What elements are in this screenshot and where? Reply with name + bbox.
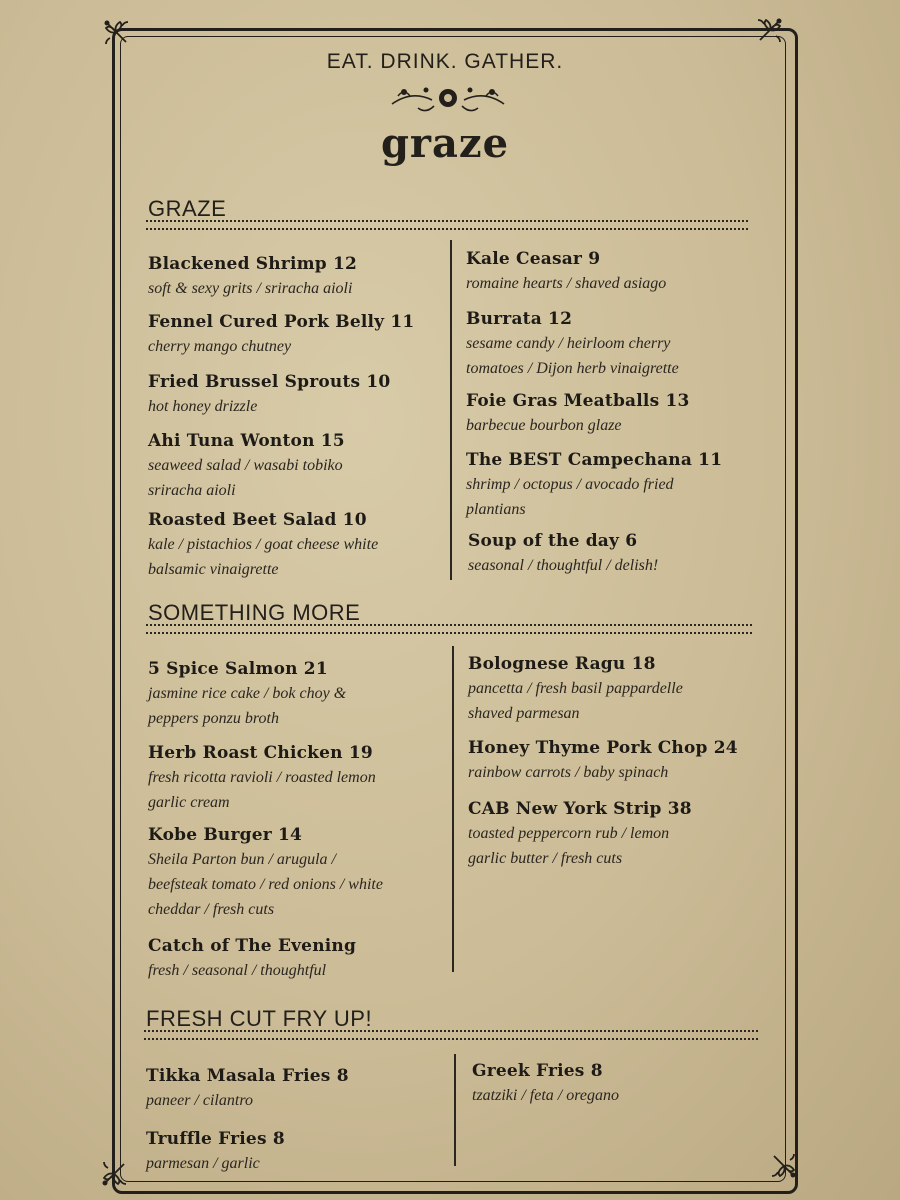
menu-item	[148, 310, 438, 359]
item-name: Kobe Burger 14	[148, 825, 303, 845]
item-description: cherry mango chutney	[148, 338, 292, 355]
menu-item	[472, 1059, 762, 1108]
item-description: kale / pistachios / goat cheese white balsamic vinaigrette	[148, 536, 379, 578]
item-description: sesame candy / heirloom cherry tomatoes / Dijon herb vinaigrette	[466, 335, 679, 377]
item-name: Bolognese Ragu 18	[468, 654, 656, 674]
item-description: jasmine rice cake / bok choy & peppers ponzu broth	[148, 685, 347, 727]
menu-item	[468, 797, 708, 871]
item-description: hot honey drizzle	[148, 398, 258, 415]
item-description: tzatziki / feta / oregano	[472, 1087, 619, 1104]
floral-corner-icon	[102, 18, 130, 46]
item-name: The BEST Campechana 11	[466, 450, 723, 470]
item-description: paneer / cilantro	[146, 1092, 253, 1109]
section-title-graze: GRAZE	[148, 196, 227, 221]
item-name: Foie Gras Meatballs 13	[466, 391, 690, 411]
item-name: Blackened Shrimp 12	[148, 254, 358, 274]
item-name: Roasted Beet Salad 10	[148, 510, 367, 530]
floral-ornament-icon	[388, 82, 508, 118]
item-name: 5 Spice Salmon 21	[148, 659, 328, 679]
item-name: Herb Roast Chicken 19	[148, 743, 373, 763]
item-name: Tikka Masala Fries 8	[146, 1066, 349, 1086]
menu-item	[148, 657, 398, 731]
item-description: shrimp / octopus / avocado fried plantians	[466, 476, 674, 518]
item-description: pancetta / fresh basil pappardelle shaved parmesan	[468, 680, 683, 722]
column-divider	[452, 646, 454, 972]
menu-item	[148, 252, 438, 301]
item-name: Kale Ceasar 9	[466, 249, 601, 269]
item-name: Ahi Tuna Wonton 15	[148, 431, 345, 451]
item-name: Burrata 12	[466, 309, 573, 329]
menu-item	[466, 247, 756, 296]
menu-item	[146, 1064, 436, 1113]
menu-item	[148, 934, 438, 983]
item-name: Fennel Cured Pork Belly 11	[148, 312, 415, 332]
menu-item	[148, 823, 398, 922]
item-name: Honey Thyme Pork Chop 24	[468, 738, 738, 758]
menu-item	[468, 736, 758, 785]
item-description: toasted peppercorn rub / lemon garlic butter / fresh cuts	[468, 825, 670, 867]
menu-item	[468, 652, 728, 726]
item-name: Soup of the day 6	[468, 531, 638, 551]
section-divider	[146, 220, 748, 230]
item-name: Greek Fries 8	[472, 1061, 603, 1081]
menu-item	[466, 448, 723, 522]
column-divider	[454, 1054, 456, 1166]
menu-item	[148, 429, 398, 503]
section-divider	[144, 1030, 758, 1040]
item-description: romaine hearts / shaved asiago	[466, 275, 667, 292]
menu-item	[148, 741, 378, 815]
item-description: parmesan / garlic	[146, 1155, 260, 1172]
floral-corner-icon	[756, 16, 784, 44]
menu-item	[148, 370, 438, 419]
item-name: Catch of The Evening	[148, 936, 357, 956]
item-description: seasonal / thoughtful / delish!	[468, 557, 659, 574]
item-description: soft & sexy grits / sriracha aioli	[148, 280, 353, 297]
floral-corner-icon	[770, 1152, 798, 1180]
menu-tagline: EAT. DRINK. GATHER.	[326, 50, 564, 73]
menu-item	[466, 389, 756, 438]
section-divider	[146, 624, 752, 634]
menu-item	[146, 1127, 436, 1176]
item-description: Sheila Parton bun / arugula / beefsteak tomato / red onions / white cheddar / fresh cuts	[148, 851, 383, 918]
column-divider	[450, 240, 452, 580]
item-description: fresh / seasonal / thoughtful	[148, 962, 327, 979]
item-description: seaweed salad / wasabi tobiko sriracha aioli	[148, 457, 343, 499]
item-name: CAB New York Strip 38	[468, 799, 692, 819]
floral-corner-icon	[100, 1160, 128, 1188]
section-title-something-more: SOMETHING MORE	[148, 600, 361, 625]
menu-item	[468, 529, 758, 578]
item-description: barbecue bourbon glaze	[466, 417, 622, 434]
item-description: fresh ricotta ravioli / roasted lemon garlic cream	[148, 769, 376, 811]
restaurant-logo: graze	[380, 120, 510, 167]
section-title-fresh-cut-fry-up: FRESH CUT FRY UP!	[146, 1006, 373, 1031]
item-name: Truffle Fries 8	[146, 1129, 285, 1149]
menu-item	[148, 508, 398, 582]
menu-item	[466, 307, 716, 381]
item-description: rainbow carrots / baby spinach	[468, 764, 669, 781]
item-name: Fried Brussel Sprouts 10	[148, 372, 391, 392]
